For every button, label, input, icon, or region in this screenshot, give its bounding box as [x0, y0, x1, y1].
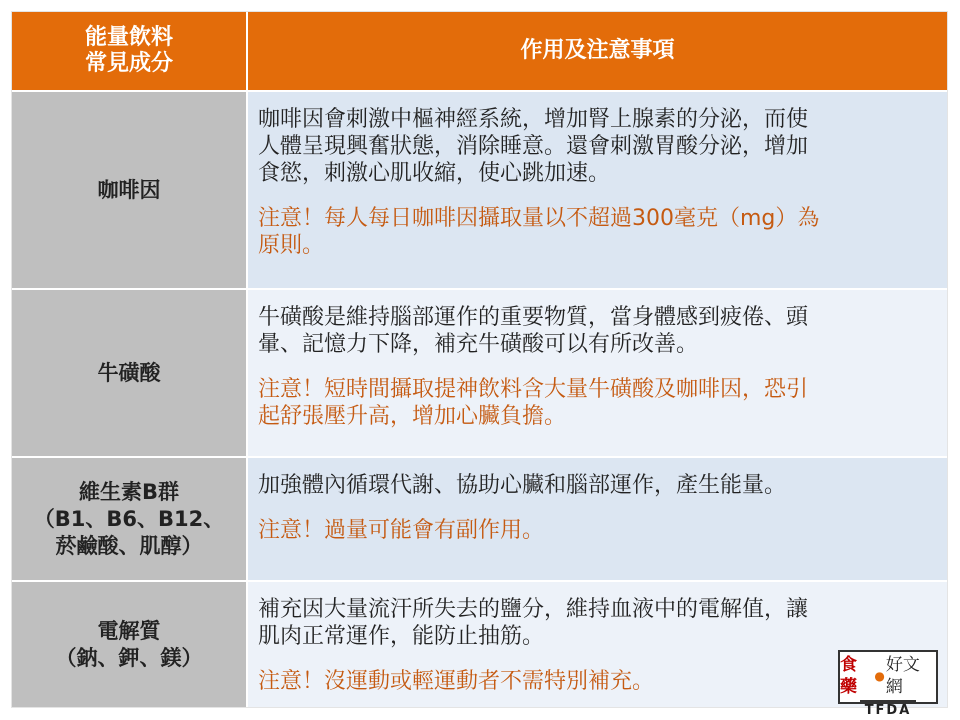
row-label-line: 菸鹼酸、肌醇）: [55, 533, 203, 558]
desc-line: 咖啡因會刺激中樞神經系統，增加腎上腺素的分泌，而使: [258, 107, 809, 132]
logo-dot-icon: ●: [874, 669, 885, 683]
row-note: [258, 376, 937, 430]
row-label-line: （B1、B6、B12、: [33, 506, 225, 531]
logo-org-text: TFDA: [860, 700, 916, 720]
row-label-line: 電解質: [97, 618, 161, 643]
ingredients-table: [11, 11, 948, 708]
header-ingredient-line1: 能量飲料: [84, 25, 173, 50]
row-content-vitamin-b: [248, 458, 947, 580]
tfda-logo: [838, 650, 938, 718]
row-label-line: 維生素B群: [78, 479, 179, 504]
row-note: [258, 205, 937, 259]
row-description: [258, 596, 937, 650]
row-note: [258, 668, 937, 695]
row-label-line: 牛磺酸: [97, 360, 161, 385]
note-line: 注意！過量可能會有副作用。: [258, 518, 545, 543]
row-label-line: 咖啡因: [97, 177, 161, 202]
note-line: 注意！每人每日咖啡因攝取量以不超過300毫克（mg）為: [258, 206, 820, 231]
desc-line: 加強體內循環代謝、協助心臟和腦部運作，產生能量。: [258, 473, 787, 498]
header-effects: 作用及注意事項: [248, 12, 947, 90]
header-ingredient-line2: 常見成分: [84, 51, 173, 76]
desc-line: 人體呈現興奮狀態，消除睡意。還會刺激胃酸分泌，增加: [258, 134, 809, 159]
row-content-taurine: [248, 290, 947, 456]
note-line: 起舒張壓升高，增加心臟負擔。: [258, 404, 567, 429]
desc-line: 暈、記憶力下降，補充牛磺酸可以有所改善。: [258, 332, 699, 357]
desc-line: 食慾，刺激心肌收縮，使心跳加速。: [258, 161, 611, 186]
row-label-taurine: [12, 290, 246, 456]
desc-line: 補充因大量流汗所失去的鹽分，維持血液中的電解值，讓: [258, 597, 809, 622]
row-label-caffeine: [12, 92, 246, 288]
row-label-vitamin-b: [12, 458, 246, 580]
row-label-line: （鈉、鉀、鎂）: [55, 645, 203, 670]
row-description: [258, 304, 937, 358]
header-ingredient: [12, 12, 246, 90]
desc-line: 肌肉正常運作，能防止抽筋。: [258, 624, 545, 649]
note-line: 注意！沒運動或輕運動者不需特別補充。: [258, 669, 655, 694]
row-description: [258, 106, 937, 187]
logo-food-text: 食藥: [840, 655, 857, 697]
note-line: 注意！短時間攝取提神飲料含大量牛磺酸及咖啡因，恐引: [258, 377, 809, 402]
row-content-caffeine: [248, 92, 947, 288]
row-label-electrolytes: [12, 582, 246, 707]
logo-good-text: 好文網: [885, 655, 920, 697]
row-note: [258, 517, 937, 544]
note-line: 原則。: [258, 233, 325, 258]
desc-line: 牛磺酸是維持腦部運作的重要物質，當身體感到疲倦、頭: [258, 305, 809, 330]
row-description: [258, 472, 937, 499]
